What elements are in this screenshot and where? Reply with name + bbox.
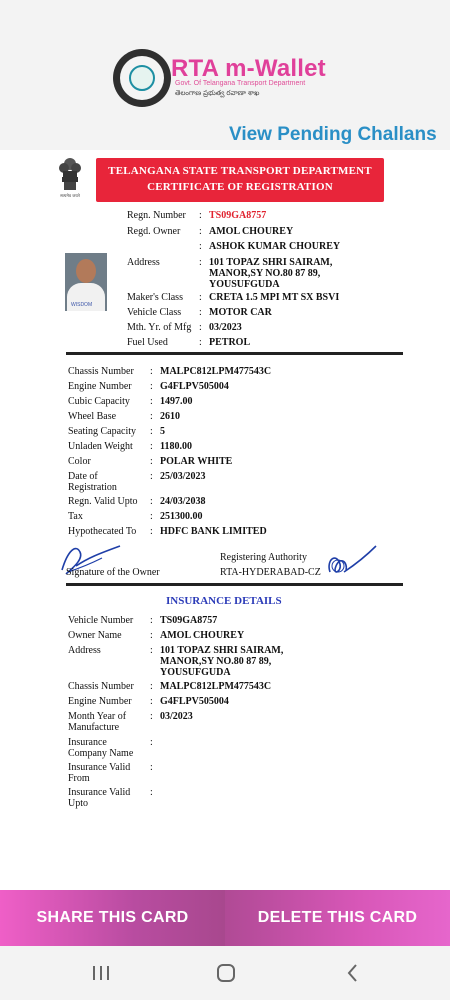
field-value: AMOL CHOUREY: [209, 226, 294, 237]
owner-photo: [65, 253, 107, 311]
insurance-colon: :: [150, 615, 153, 626]
brand-subtitle-telugu: తెలంగాణ ప్రభుత్వ రవాణా శాఖ: [175, 90, 260, 97]
recent-apps-icon[interactable]: [88, 960, 114, 986]
banner-line-1: TELANGANA STATE TRANSPORT DEPARTMENT: [108, 165, 372, 177]
card-actions: [0, 890, 450, 946]
insurance-colon: :: [150, 681, 153, 692]
insurance-label: Insurance Valid Upto: [68, 787, 131, 809]
detail-value: 1497.00: [160, 396, 193, 407]
insurance-colon: :: [150, 630, 153, 641]
app-header: [0, 0, 450, 150]
banner-line-2: CERTIFICATE OF REGISTRATION: [147, 181, 333, 193]
insurance-label: Vehicle Number: [68, 615, 134, 626]
detail-colon: :: [150, 396, 153, 407]
detail-colon: :: [150, 496, 153, 507]
insurance-label: Month Year of Manufacture: [68, 711, 127, 733]
insurance-label: Address: [68, 645, 101, 656]
field-value: ASHOK KUMAR CHOUREY: [209, 241, 341, 252]
detail-colon: :: [150, 471, 153, 482]
brand-subtitle: Govt. Of Telangana Transport Department: [175, 80, 306, 87]
emblem-caption: सत्यमेव जयते: [60, 193, 80, 198]
detail-colon: :: [150, 366, 153, 377]
field-label: Regn. Number: [127, 210, 186, 221]
insurance-value: 03/2023: [160, 711, 193, 722]
detail-value: POLAR WHITE: [160, 456, 233, 467]
national-emblem-icon: [56, 155, 84, 199]
share-card-button[interactable]: SHARE THIS CARD: [0, 890, 225, 946]
insurance-details-title: INSURANCE DETAILS: [166, 595, 282, 607]
detail-label: Date of Registration: [68, 471, 117, 493]
detail-label: Unladen Weight: [68, 441, 133, 452]
detail-value: 5: [160, 426, 165, 437]
field-colon: :: [199, 241, 202, 252]
insurance-label: Engine Number: [68, 696, 132, 707]
insurance-colon: :: [150, 696, 153, 707]
field-label: Fuel Used: [127, 337, 168, 348]
detail-value: 2610: [160, 411, 180, 422]
detail-colon: :: [150, 526, 153, 537]
field-label: Vehicle Class: [127, 307, 182, 318]
insurance-label: Insurance Company Name: [68, 737, 134, 759]
photo-stamp: WISDOM: [71, 302, 93, 308]
field-colon: :: [199, 322, 202, 333]
insurance-label: Chassis Number: [68, 681, 134, 692]
insurance-label: Owner Name: [68, 630, 122, 641]
detail-label: Engine Number: [68, 381, 132, 392]
detail-label: Chassis Number: [68, 366, 134, 377]
field-colon: :: [199, 292, 202, 303]
field-label: Address: [127, 257, 160, 268]
delete-card-button[interactable]: DELETE THIS CARD: [225, 890, 450, 946]
insurance-value: 101 TOPAZ SHRI SAIRAM, MANOR,SY NO.80 87 89, YOUSUFGUDA: [160, 645, 284, 678]
owner-signature-label: Signature of the Owner: [66, 567, 160, 578]
insurance-value: AMOL CHOUREY: [160, 630, 245, 641]
brand-title: RTA m-Wallet: [171, 55, 326, 82]
detail-label: Wheel Base: [68, 411, 117, 422]
detail-value: HDFC BANK LIMITED: [160, 526, 267, 537]
detail-colon: :: [150, 381, 153, 392]
detail-colon: :: [150, 441, 153, 452]
detail-value: 1180.00: [160, 441, 192, 452]
field-label: Mth. Yr. of Mfg: [127, 322, 192, 333]
detail-value: G4FLPV505004: [160, 381, 229, 392]
detail-colon: :: [150, 426, 153, 437]
field-value: PETROL: [209, 337, 251, 348]
insurance-value: G4FLPV505004: [160, 696, 229, 707]
detail-label: Seating Capacity: [68, 426, 137, 437]
detail-value: 251300.00: [160, 511, 203, 522]
registering-authority-value: RTA-HYDERABAD-CZ: [220, 567, 321, 578]
authority-signature-icon: [322, 542, 378, 582]
field-colon: :: [199, 337, 202, 348]
detail-colon: :: [150, 511, 153, 522]
insurance-colon: :: [150, 645, 153, 656]
field-label: Regd. Owner: [127, 226, 181, 237]
detail-colon: :: [150, 456, 153, 467]
field-colon: :: [199, 307, 202, 318]
field-value: 101 TOPAZ SHRI SAIRAM, MANOR,SY NO.80 87 89, YOUSUFGUDA: [209, 257, 333, 290]
system-nav-bar: [0, 946, 450, 1000]
field-colon: :: [199, 257, 202, 268]
field-value: 03/2023: [209, 322, 242, 333]
field-value: CRETA 1.5 MPI MT SX BSVI: [209, 292, 340, 303]
field-value: MOTOR CAR: [209, 307, 272, 318]
field-colon: :: [199, 226, 202, 237]
field-label: Maker's Class: [127, 292, 183, 303]
field-colon: :: [199, 210, 202, 221]
telangana-seal-icon: [129, 65, 155, 91]
back-icon[interactable]: [340, 960, 366, 986]
insurance-colon: :: [150, 737, 153, 748]
detail-label: Hypothecated To: [68, 526, 137, 537]
home-icon[interactable]: [213, 960, 239, 986]
detail-value: MALPC812LPM477543C: [160, 366, 272, 377]
detail-label: Cubic Capacity: [68, 396, 130, 407]
view-pending-challans-link[interactable]: View Pending Challans: [229, 124, 437, 145]
detail-value: 24/03/2038: [160, 496, 206, 507]
insurance-colon: :: [150, 787, 153, 798]
field-value: TS09GA8757: [209, 210, 267, 221]
detail-value: 25/03/2023: [160, 471, 206, 482]
detail-colon: :: [150, 411, 153, 422]
insurance-colon: :: [150, 711, 153, 722]
insurance-colon: :: [150, 762, 153, 773]
registering-authority-label: Registering Authority: [220, 552, 307, 563]
insurance-value: MALPC812LPM477543C: [160, 681, 272, 692]
insurance-label: Insurance Valid From: [68, 762, 131, 784]
insurance-value: TS09GA8757: [160, 615, 218, 626]
detail-label: Color: [68, 456, 91, 467]
detail-label: Tax: [68, 511, 83, 522]
detail-label: Regn. Valid Upto: [68, 496, 138, 507]
certificate-banner: [96, 158, 384, 202]
section-divider: [66, 583, 403, 586]
section-divider: [66, 352, 403, 355]
rta-logo: [113, 49, 171, 107]
